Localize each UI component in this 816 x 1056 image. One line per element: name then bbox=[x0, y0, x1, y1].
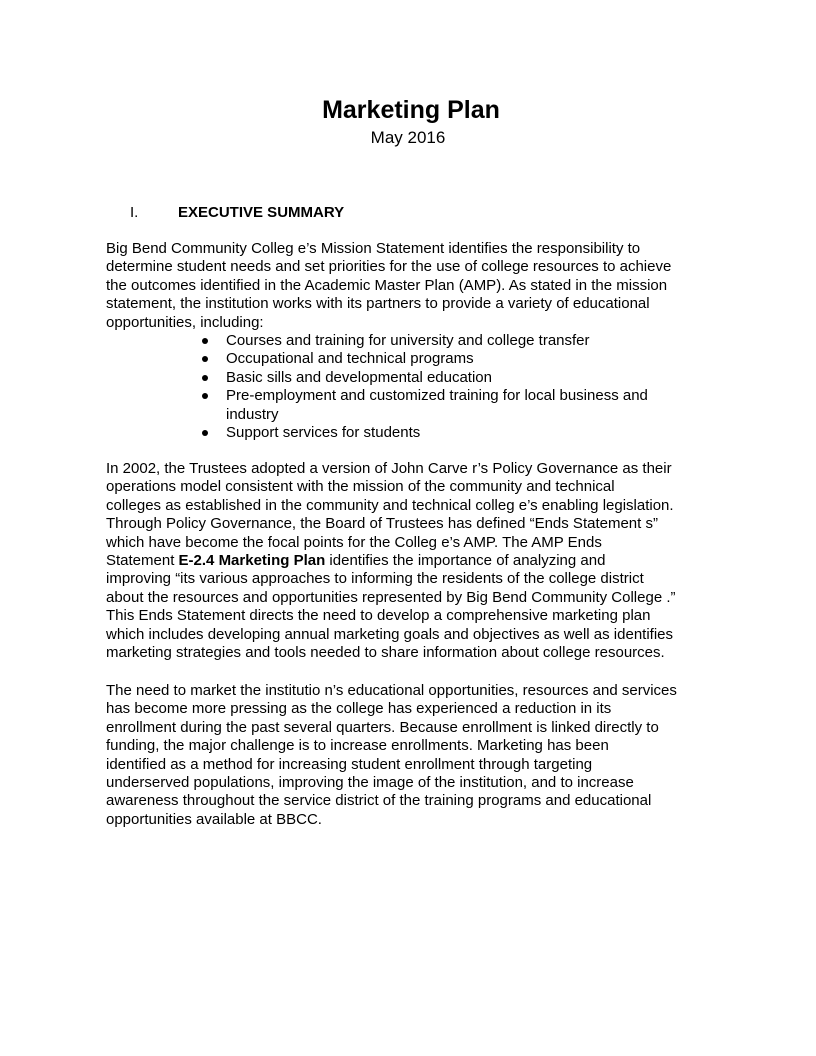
list-item bbox=[200, 387, 686, 424]
paragraph-line: In 2002, the Trustees adopted a version of John Carve r’s Policy Governance as their bbox=[106, 460, 672, 477]
paragraph-line bbox=[106, 552, 718, 570]
list-item-text: Pre-employment and customized training for local business and industry bbox=[226, 387, 648, 423]
paragraph-policy-governance bbox=[106, 460, 718, 662]
text-run: identifies the importance of analyzing and bbox=[325, 552, 606, 570]
paragraph-line: the outcomes identified in the Academic Master Plan (AMP). As stated in the mission bbox=[106, 276, 668, 294]
paragraph-line: colleges as established in the community and technical colleg e’s enabling legislation. bbox=[106, 496, 674, 514]
section-number: I. bbox=[130, 204, 139, 221]
list-item bbox=[200, 332, 700, 350]
list-item-text: Support services for students bbox=[226, 424, 421, 442]
paragraph-line: improving “its various approaches to informing the residents of the college district bbox=[106, 570, 644, 588]
paragraph-line: has become more pressing as the college has experienced a reduction in its bbox=[106, 700, 612, 718]
paragraph-line: about the resources and opportunities represented by Big Bend Community College .” bbox=[106, 588, 676, 606]
paragraph-line: enrollment during the past several quarters. Because enrollment is linked directly to bbox=[106, 718, 659, 736]
text-run: Statement bbox=[106, 552, 179, 570]
paragraph-line: statement, the institution works with its partners to provide a variety of educational bbox=[106, 295, 650, 313]
paragraph-line: identified as a method for increasing student enrollment through targeting bbox=[106, 755, 593, 773]
paragraph-line: opportunities, including: bbox=[106, 313, 264, 331]
ends-statement-reference: E-2.4 Marketing Plan bbox=[178, 552, 326, 570]
list-item-text: Basic sills and developmental education bbox=[226, 368, 492, 386]
paragraph-line: underserved populations, improving the image of the institution, and to increase bbox=[106, 774, 634, 792]
paragraph-line: determine student needs and set priorities for the use of college resources to achieve bbox=[106, 258, 672, 276]
list-item-text: Courses and training for university and college transfer bbox=[226, 332, 590, 349]
document-date: May 2016 bbox=[370, 128, 446, 147]
paragraph-mission bbox=[106, 240, 718, 332]
paragraph-line: marketing strategies and tools needed to share information about college resources. bbox=[106, 644, 665, 662]
list-item bbox=[200, 350, 700, 368]
bullet-icon bbox=[202, 375, 208, 381]
paragraph-line: opportunities available at BBCC. bbox=[106, 810, 322, 828]
list-item bbox=[200, 369, 700, 387]
bullet-icon bbox=[202, 356, 208, 362]
document-title: Marketing Plan bbox=[322, 96, 500, 124]
paragraph-line: which have become the focal points for the Colleg e’s AMP. The AMP Ends bbox=[106, 533, 602, 551]
list-item bbox=[200, 424, 700, 442]
paragraph-line: Through Policy Governance, the Board of Trustees has defined “Ends Statement s” bbox=[106, 515, 658, 533]
bullet-icon bbox=[202, 393, 208, 399]
bullet-icon bbox=[202, 430, 208, 436]
paragraph-line: awareness throughout the service district of the training programs and educational bbox=[106, 792, 652, 810]
paragraph-line: funding, the major challenge is to increase enrollments. Marketing has been bbox=[106, 737, 609, 755]
paragraph-line: The need to market the institutio n’s educational opportunities, resources and services bbox=[106, 682, 677, 699]
section-title: EXECUTIVE SUMMARY bbox=[178, 204, 345, 221]
bullet-icon bbox=[202, 338, 208, 344]
paragraph-line: This Ends Statement directs the need to develop a comprehensive marketing plan bbox=[106, 607, 651, 625]
paragraph-line: which includes developing annual marketing goals and objectives as well as identifies bbox=[106, 625, 674, 643]
opportunities-list bbox=[200, 332, 700, 442]
list-item-text: Occupational and technical programs bbox=[226, 350, 474, 368]
paragraph-line: operations model consistent with the mission of the community and technical bbox=[106, 478, 615, 496]
paragraph-line: Big Bend Community Colleg e’s Mission Statement identifies the responsibility to bbox=[106, 240, 641, 257]
paragraph-marketing-need bbox=[106, 682, 718, 829]
